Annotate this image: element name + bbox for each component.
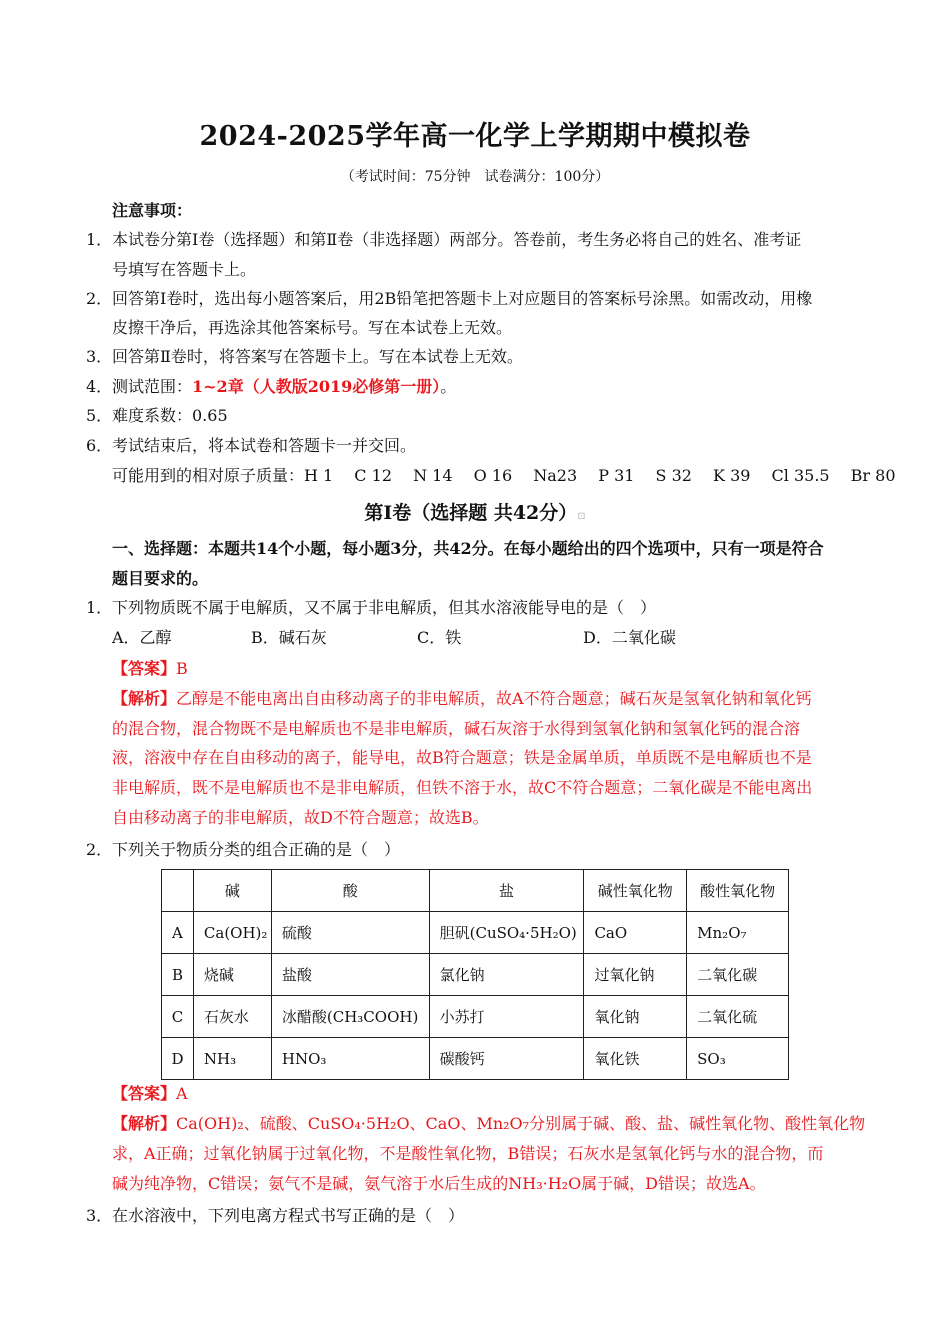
notice-item-suffix: 。 [440, 377, 457, 396]
part1-instruction: 一、选择题：本题共14个小题，每小题3分，共42分。在每小题给出的四个选项中，只有一项是符合 [112, 539, 824, 558]
table-cell: 氧化钠 [584, 996, 687, 1038]
answer-label: 【答案】 [112, 1084, 177, 1103]
table-cell: 碳酸钙 [429, 1038, 584, 1080]
notice-item-5 [86, 406, 228, 426]
section-heading [0, 498, 950, 525]
notice-item-1-cont: 号填写在答题卡上。 [112, 260, 257, 279]
table-cell: D [162, 1038, 194, 1080]
part1-instruction-cont: 题目要求的。 [112, 569, 209, 588]
classification-table [161, 869, 789, 1080]
question-2-stem [86, 840, 400, 860]
q1-option-c: C．铁 [417, 628, 462, 647]
atomic-mass-line: 可能用到的相对原子质量：H 1 C 12 N 14 O 16 Na23 P 31 S 32 K 39 Cl 35.5 Br 80 [112, 466, 896, 485]
table-cell: 硫酸 [271, 912, 429, 954]
table-cell: 冰醋酸(CH₃COOH) [271, 996, 429, 1038]
table-cell: 石灰水 [193, 996, 271, 1038]
question-3-stem [86, 1206, 464, 1226]
answer-value: B [176, 659, 188, 678]
analysis-text: 乙醇是不能电离出自由移动离子的非电解质，故A不符合题意；碱石灰是氢氧化钠和氧化钙 [176, 689, 812, 708]
question-text: 在水溶液中，下列电离方程式书写正确的是（ ） [112, 1206, 465, 1225]
analysis-text: Ca(OH)₂、硫酸、CuSO₄·5H₂O、CaO、Mn₂O₇分别属于碱、酸、盐、碱性氧化物、酸性氧化物 [176, 1114, 866, 1133]
table-header-cell: 酸性氧化物 [687, 870, 789, 912]
table-cell: 氧化铁 [584, 1038, 687, 1080]
question-text: 下列物质既不属于电解质，又不属于非电解质，但其水溶液能导电的是（ ） [112, 598, 657, 617]
notice-item-2-cont: 皮擦干净后，再选涂其他答案标号。写在本试卷上无效。 [112, 318, 513, 337]
notice-item-6 [86, 436, 416, 456]
q2-analysis-line-2: 求，A正确；过氧化钠属于过氧化物，不是酸性氧化物，B错误；石灰水是氢氧化钙与水的混合物，而 [112, 1144, 824, 1163]
exam-title: 2024-2025学年高一化学上学期期中模拟卷 [199, 121, 751, 152]
analysis-label: 【解析】 [112, 1114, 177, 1133]
table-header-cell: 酸 [271, 870, 429, 912]
table-row [162, 1038, 789, 1080]
answer-value: A [176, 1084, 188, 1103]
notice-item-num: 2． [86, 289, 113, 308]
q1-option-a: A．乙醇 [112, 628, 172, 647]
analysis-label: 【解析】 [112, 689, 177, 708]
notice-item-text: 本试卷分第Ⅰ卷（选择题）和第Ⅱ卷（非选择题）两部分。答卷前，考生务必将自己的姓名、准考证 [112, 230, 802, 249]
table-row [162, 996, 789, 1038]
notice-item-4 [86, 377, 456, 397]
table-header-cell: 盐 [429, 870, 584, 912]
table-cell: 胆矾(CuSO₄·5H₂O) [429, 912, 584, 954]
table-cell: 二氧化碳 [687, 954, 789, 996]
table-cell: 小苏打 [429, 996, 584, 1038]
notice-item-text: 考试结束后，将本试卷和答题卡一并交回。 [112, 436, 417, 455]
table-row [162, 912, 789, 954]
question-text: 下列关于物质分类的组合正确的是（ ） [112, 840, 401, 859]
table-cell: Ca(OH)₂ [193, 912, 271, 954]
q1-analysis-line-4: 非电解质，既不是电解质也不是非电解质，但铁不溶于水，故C不符合题意；二氧化碳是不能电离出 [112, 778, 813, 797]
table-cell: B [162, 954, 194, 996]
table-cell: Mn₂O₇ [687, 912, 789, 954]
table-header-cell: 碱 [193, 870, 271, 912]
q1-analysis-line-3: 液，溶液中存在自由移动的离子，能导电，故B符合题意；铁是金属单质，单质既不是电解质也不是 [112, 748, 812, 767]
notice-item-text: 难度系数：0.65 [112, 406, 228, 425]
test-scope-highlight: 1~2章（人教版2019必修第一册） [192, 377, 441, 396]
notice-item-num: 5． [86, 406, 113, 425]
table-cell: 盐酸 [271, 954, 429, 996]
q2-analysis-line-3: 碱为纯净物，C错误；氨气不是碱，氨气溶于水后生成的NH₃·H₂O属于碱，D错误；故选A。 [112, 1174, 766, 1193]
notice-item-text: 回答第Ⅰ卷时，选出每小题答案后，用2B铅笔把答题卡上对应题目的答案标号涂黑。如需改动，用橡 [112, 289, 813, 308]
table-header-row [162, 870, 789, 912]
q1-option-d: D．二氧化碳 [583, 628, 676, 647]
q1-analysis-line-1 [112, 689, 812, 709]
table-row [162, 954, 789, 996]
table-cell: CaO [584, 912, 687, 954]
q2-analysis-line-1 [112, 1114, 865, 1134]
notice-heading: 注意事项： [112, 201, 193, 220]
q1-answer [112, 659, 188, 679]
exam-subtitle: （考试时间：75分钟 试卷满分：100分） [340, 169, 610, 185]
q1-analysis-line-5: 自由移动离子的非电解质，故D不符合题意；故选B。 [112, 808, 489, 827]
notice-item-num: 3． [86, 347, 113, 366]
q1-option-b: B．碱石灰 [251, 628, 327, 647]
q1-analysis-line-2: 的混合物，混合物既不是电解质也不是非电解质，碱石灰溶于水得到氢氧化钠和氢氧化钙的混合溶 [112, 719, 801, 738]
notice-item-2 [86, 289, 812, 309]
table-header-cell [162, 870, 194, 912]
paragraph-mark-icon: ⊡ [577, 511, 586, 522]
table-header-cell: 碱性氧化物 [584, 870, 687, 912]
table-cell: A [162, 912, 194, 954]
table-cell: 过氧化钠 [584, 954, 687, 996]
notice-item-text: 回答第Ⅱ卷时，将答案写在答题卡上。写在本试卷上无效。 [112, 347, 523, 366]
table-cell: NH₃ [193, 1038, 271, 1080]
notice-item-1 [86, 230, 801, 250]
table-cell: 氯化钠 [429, 954, 584, 996]
section-title: 第Ⅰ卷（选择题 共42分） [364, 502, 578, 524]
question-number: 3． [86, 1206, 113, 1225]
answer-label: 【答案】 [112, 659, 177, 678]
notice-item-text: 测试范围： [112, 377, 193, 396]
table-cell: 烧碱 [193, 954, 271, 996]
table-cell: 二氧化硫 [687, 996, 789, 1038]
question-number: 2． [86, 840, 113, 859]
table-cell: SO₃ [687, 1038, 789, 1080]
table-cell: C [162, 996, 194, 1038]
notice-item-num: 6． [86, 436, 113, 455]
q2-answer [112, 1084, 188, 1104]
question-1-stem [86, 598, 656, 618]
notice-item-num: 4． [86, 377, 113, 396]
notice-item-3 [86, 347, 523, 367]
notice-item-num: 1． [86, 230, 113, 249]
question-number: 1． [86, 598, 113, 617]
table-cell: HNO₃ [271, 1038, 429, 1080]
